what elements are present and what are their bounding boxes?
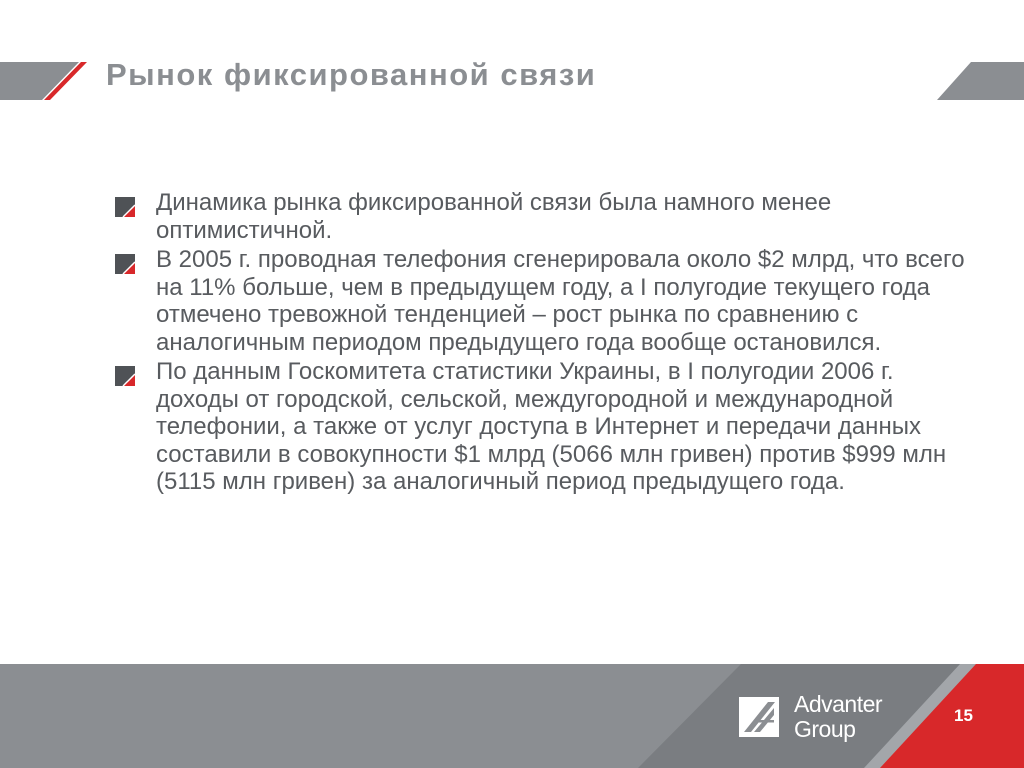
square-bullet-icon [114, 365, 136, 387]
bullet-item [114, 189, 974, 244]
logo-text-line1: Advanter [794, 691, 883, 717]
page-number: 15 [954, 706, 973, 725]
bullet-list [114, 189, 974, 498]
header-band [0, 0, 1024, 110]
bullet-text: Динамика рынка фиксированной связи была намного менее оптимистичной. [156, 189, 832, 244]
bullet-text: По данным Госкомитета статистики Украины, в I полугодии 2006 г. доходы от городской, сельской, междугородной и международной телефонии, а также от услуг доступа в Интернет и передачи данных составили в совокупности $1 млрд (5066 млн гривен) против $999 млн (5115 млн гривен) за аналогичный период предыдущего года. [156, 358, 947, 495]
square-bullet-icon [114, 253, 136, 275]
square-bullet-icon [114, 196, 136, 218]
advanter-logo [738, 692, 888, 744]
bullet-text: В 2005 г. проводная телефония сгенерировала около $2 млрд, что всего на 11% больше, чем в предыдущем году, а I полугодие текущего года отмечено тревожной тенденцией – рост рынка по сравнению с аналогичным периодом предыдущего года вообще остановился. [156, 246, 965, 356]
logo-text-line2: Group [794, 716, 856, 742]
advanter-logo-mark-icon [738, 696, 780, 738]
slide-title: Рынок фиксированной связи [106, 57, 597, 92]
bullet-item [114, 246, 974, 356]
bullet-item [114, 358, 974, 496]
